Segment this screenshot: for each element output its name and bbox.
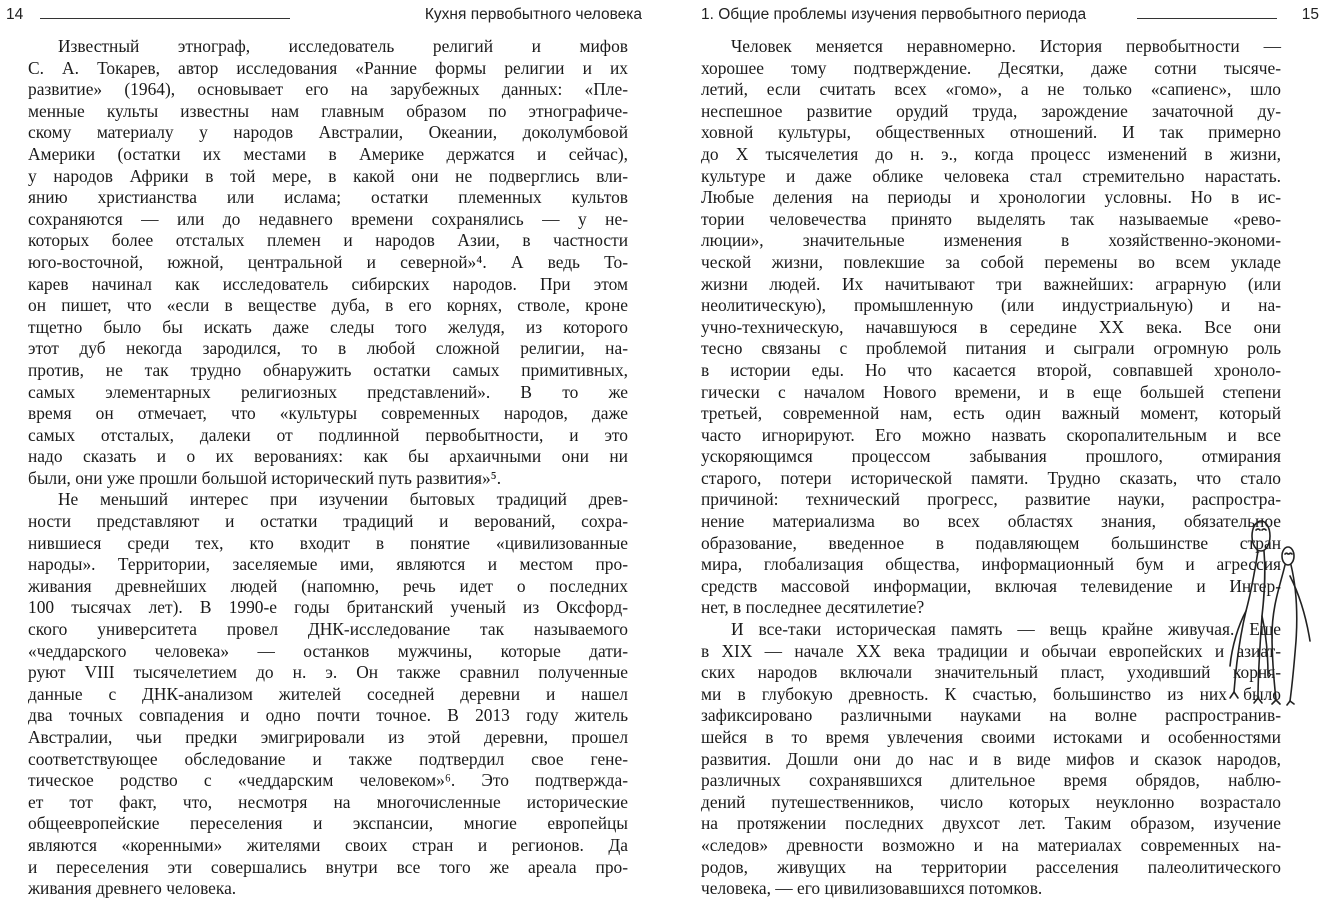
left-page [0, 0, 663, 902]
text-line: народы». Территории, заселяемые ими, являются и местом про- [28, 554, 628, 575]
text-line: шейся в то время увлечения своими истоками и особенностями [701, 727, 1281, 747]
text-line: соответствующее обследование и также подтвердил свое гене- [28, 748, 628, 769]
text-line: Не меньший интерес при изучении бытовых традиций древ- [58, 489, 628, 510]
text-line: скому материалу у народов Австралии, Океании, доколумбовой [28, 122, 628, 143]
text-line: у народов Африки в той мере, в какой они не подверглись вли- [28, 165, 628, 186]
text-line: зафиксировано различными науками на волне распространив- [701, 705, 1281, 726]
text-line: сохраняются — или до недавнего времени сохранялись — у не- [28, 208, 628, 229]
text-line: янию христианства или ислама; остатки племенных культов [28, 187, 628, 208]
text-line: на протяжении последних двухсот лет. Таким образом, изучение [701, 813, 1281, 834]
text-line: менные культы известны нам главным образом по этнографиче- [28, 100, 628, 121]
text-line: развитие» (1964), основывает его на зарубежных данных: «Пле- [28, 79, 628, 100]
text-line: ских народов включали значительный пласт, уходивший корня- [701, 662, 1281, 683]
text-line: неолитическую), промышленную (или индустриальную) и на- [701, 295, 1281, 316]
text-line: тщетно было бы искать даже следы того желудя, из которого [28, 316, 628, 337]
text-line: Любые деления на периоды и хронологии условны. Но в ис- [701, 187, 1281, 208]
text-line: жизни людей. Их начитывают три важнейших: аграрную (или [701, 273, 1281, 294]
text-line: до X тысячелетия до н. э., когда процесс изменений в жизни, [701, 143, 1281, 164]
text-line: учно-техническую, начавшуюся в середине XX века. Все они [701, 316, 1281, 337]
header-rule [40, 18, 290, 19]
page-number: 15 [1301, 6, 1319, 23]
text-line: надо сказать и о их верованиях: как бы архаичными они ни [28, 446, 628, 467]
text-line: культуре и даже облике человека стал стремительно нарастать. [701, 165, 1281, 186]
text-line: ского университета провел ДНК-исследование так называемого [28, 619, 628, 640]
text-line: живания древнейших людей (напомню, речь идет о последних [28, 575, 628, 596]
text-line: третьей, современной нам, есть один важный момент, который [701, 403, 1281, 424]
text-line: причиной: технический прогресс, развитие науки, распростра- [701, 489, 1281, 510]
text-line: «чеддарского человека» — останков мужчины, которые дати- [28, 640, 628, 661]
text-line: С. А. Токарев, автор исследования «Ранние формы религии и их [28, 57, 628, 78]
text-line: ет тот факт, что, несмотря на многочисленные исторические [28, 791, 628, 812]
text-line: 100 тысячах лет). В 1990-е годы британский ученый из Оксфорд- [28, 597, 628, 618]
header-rule [1137, 18, 1277, 19]
text-line: Известный этнограф, исследователь религий и мифов [58, 36, 628, 56]
text-line: он пишет, что «если в веществе дуба, в его корнях, стволе, кроне [28, 295, 628, 316]
text-line: время он отмечает, что «культуры современных народов, даже [28, 403, 628, 424]
text-line: развития. Дошли они до нас и в виде мифов и сказок народов, [701, 748, 1281, 769]
text-line: общеевропейские переселения и экспансии, многие европейцы [28, 813, 628, 834]
text-line: тории человечества принято выделять так называемые «рево- [701, 208, 1281, 229]
text-line: человека, — его цивилизовавшихся потомков. [701, 878, 1043, 899]
left-page-text [28, 36, 628, 900]
text-line: образование, введенное в подавляющем большинстве стран [701, 532, 1281, 553]
text-line: Австралии, чьи предки эмигрировали из этой деревни, прошел [28, 727, 628, 747]
running-head: 1. Общие проблемы изучения первобытного периода [701, 6, 1087, 23]
text-line: старого, потери исторической памяти. Трудно сказать, что стало [701, 467, 1281, 488]
text-line: в XIX — начале XX века традиции и обычаи европейских и азиат- [701, 640, 1281, 661]
text-line: летий, если считать всех «гомо», а не только «сапиенс», шло [701, 79, 1281, 100]
text-line: мира, глобализация общества, информационный бум и агрессия [701, 554, 1281, 575]
page-number: 14 [6, 6, 24, 23]
text-line: ческой жизни, повлекшие за собой перемены во всем укладе [701, 251, 1281, 272]
text-line: тесно связаны с проблемой питания и сыграли огромную роль [701, 338, 1281, 359]
primitive-figures-drawing-icon [1228, 516, 1316, 706]
text-line: ускоряющимся процессом забывания прошлого, отмирания [701, 446, 1281, 467]
text-line: нившиеся среди тех, кто входит в понятие «цивилизованные [28, 532, 628, 553]
text-line: и переселения эти совершались внутри все того же ареала про- [28, 856, 628, 877]
text-line: тическое родство с «чеддарским человеком»⁶. Это подтвержда- [28, 770, 628, 791]
text-line: различных сохранявшихся длительное время обрядов, наблю- [701, 770, 1281, 791]
text-line: данные с ДНК-анализом жителей соседней деревни и нашел [28, 683, 628, 704]
text-line: карев начинал как исследователь сибирских народов. При этом [28, 273, 628, 294]
text-line: часто игнорируют. Его можно назвать скоропалительным и все [701, 424, 1281, 445]
right-page-text [701, 36, 1281, 900]
text-line: ми в глубокую древность. К счастью, большинство из них было [701, 683, 1281, 704]
text-line: Человек меняется неравномерно. История первобытности — [731, 36, 1281, 56]
running-head: Кухня первобытного человека [424, 6, 642, 23]
text-line: «следов» древности возможно и на материалах современных на- [701, 834, 1281, 855]
text-line: Америки (остатки их местами в Америке держатся и сейчас), [28, 143, 628, 164]
text-line: которых более отсталых племен и народов Азии, в частности [28, 230, 628, 251]
text-line: этот дуб некогда зародился, то в любой сложной религии, на- [28, 338, 628, 359]
text-line: живания древнего человека. [28, 878, 237, 899]
text-line: самых элементарных религиозных представлений». В то же [28, 381, 628, 402]
text-line: против, не так трудно обнаружить остатки самых примитивных, [28, 359, 628, 380]
text-line: нет, в последнее десятилетие? [701, 597, 925, 618]
right-page [663, 0, 1327, 902]
text-line: люции», значительные изменения в хозяйственно-экономи- [701, 230, 1281, 251]
text-line: были, они уже прошли большой исторический путь развития»⁵. [28, 467, 502, 488]
text-line: ховной культуры, общественных отношений. И так примерно [701, 122, 1281, 143]
text-line: дений путешественников, число которых неуклонно возрастало [701, 791, 1281, 812]
text-line: ности представляют и остатки традиций и верований, сохра- [28, 511, 628, 532]
text-line: И все-таки историческая память — вещь крайне живучая. Еще [731, 619, 1281, 640]
text-line: нение материализма во всех областях знания, обязательное [701, 511, 1281, 532]
text-line: хорошее тому подтверждение. Десятки, даже сотни тысяче- [701, 57, 1281, 78]
text-line: гически с началом Нового времени, и в еще большей степени [701, 381, 1281, 402]
text-line: два точных совпадения и одно почти точное. В 2013 году житель [28, 705, 628, 726]
text-line: средств массовой информации, включая телевидение и Интер- [701, 575, 1281, 596]
text-line: являются «коренными» жителями своих стран и регионов. Да [28, 834, 628, 855]
text-line: в истории еды. Но что касается второй, совпавшей хроноло- [701, 359, 1281, 380]
left-page-header [6, 6, 642, 28]
right-page-header [701, 6, 1319, 28]
text-line: юго-восточной, южной, центральной и северной»⁴. А ведь То- [28, 251, 628, 272]
text-line: родов, живущих на территории расселения палеолитического [701, 856, 1281, 877]
text-line: самых отсталых, далеки от подлинной первобытности, и это [28, 424, 628, 445]
text-line: неспешное развитие орудий труда, зарождение зачаточной ду- [701, 100, 1281, 121]
text-line: руют VIII тысячелетием до н. э. Он также сравнил полученные [28, 662, 628, 683]
